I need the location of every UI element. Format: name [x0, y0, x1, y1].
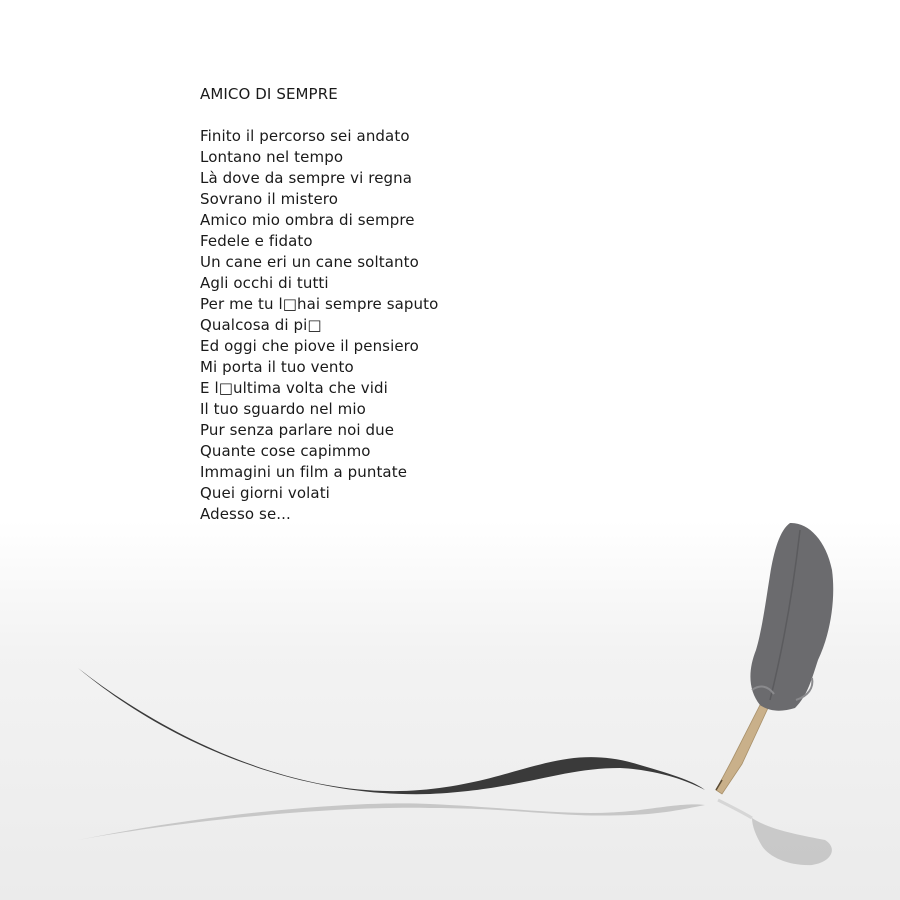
feather — [750, 523, 833, 711]
poem-body — [200, 126, 620, 525]
poem-line: Ed oggi che piove il pensiero — [200, 337, 419, 355]
poem-line: Qualcosa di pi□ — [200, 316, 322, 334]
ink-stroke — [78, 668, 705, 794]
poem-line: Finito il percorso sei andato — [200, 127, 410, 145]
poem-line: Quei giorni volati — [200, 484, 330, 502]
ink-reflection — [78, 803, 705, 840]
poem-title: AMICO DI SEMPRE — [200, 85, 338, 103]
poem-line: Immagini un film a puntate — [200, 463, 408, 481]
poem-line: Quante cose capimmo — [200, 442, 371, 460]
quill-nib — [716, 705, 768, 794]
poem-line: Pur senza parlare noi due — [200, 421, 395, 439]
poem-line: Per me tu l□hai sempre saputo — [200, 295, 439, 313]
poem-line: Amico mio ombra di sempre — [200, 211, 415, 229]
poem-line: Il tuo sguardo nel mio — [200, 400, 366, 418]
poem-line: Agli occhi di tutti — [200, 274, 329, 292]
poem-line: E l□ultima volta che vidi — [200, 379, 388, 397]
poem — [200, 84, 620, 525]
poem-line: Mi porta il tuo vento — [200, 358, 354, 376]
feather-reflection — [752, 818, 832, 865]
poem-line: Sovrano il mistero — [200, 190, 339, 208]
poem-line: Adesso se... — [200, 505, 291, 523]
poem-line: Un cane eri un cane soltanto — [200, 253, 419, 271]
poem-line: Là dove da sempre vi regna — [200, 169, 413, 187]
poem-line: Fedele e fidato — [200, 232, 313, 250]
poem-line: Lontano nel tempo — [200, 148, 344, 166]
